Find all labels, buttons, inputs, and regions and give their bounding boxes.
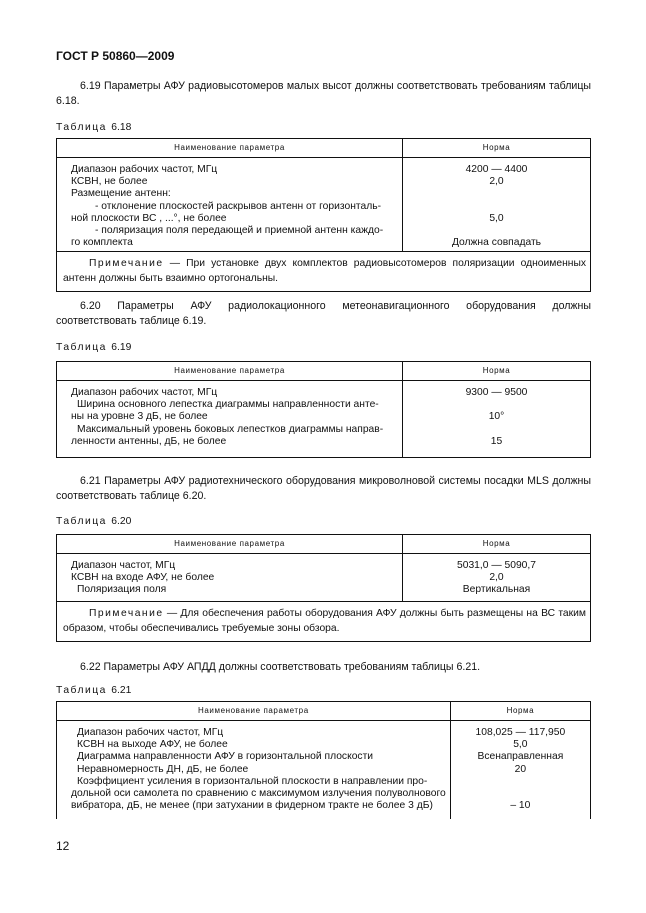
col-header-norm: Норма [403,362,591,381]
row-label: ленности антенны, дБ, не более [71,435,227,447]
row-label: Диапазон частот, МГц [71,560,176,571]
col-header-norm: Норма [403,139,591,158]
paragraph-6-21: 6.21 Параметры АФУ радиотехнического оборудования микроволновой системы посадки MLS должны соответствовать таблице 6.20. [56,475,591,502]
row-value: 5,0 [513,739,528,751]
row-label: ной плоскости ВС , ...°, не более [71,212,227,224]
row-label: - отклонение плоскостей раскрывов антенн от горизонталь- [95,200,382,212]
row-label: ны на уровне 3 дБ, не более [71,411,208,423]
row-label: Коэффициент усиления в горизонтальной плоскости в направлении про- [77,775,428,787]
row-value: – 10 [510,800,531,812]
row-label: Размещение антенн: [71,188,171,200]
col-header-param: Наименование параметра [57,535,403,554]
table-6-18 [56,138,591,292]
paragraph-6-19: 6.19 Параметры АФУ радиовысотомеров малых высот должны соответствовать требованиям таблицы 6.18. [56,80,591,107]
row-label: Ширина основного лепестка диаграммы направленности анте- [77,399,379,411]
row-label: го комплекта [71,237,133,249]
row-label: дольной оси самолета по сравнению с максимумом излучения полуволнового [71,788,446,800]
col-header-norm: Норма [403,535,591,554]
row-label: Диапазон рабочих частот, МГц [71,387,218,398]
table-6-20 [56,534,591,642]
row-label: Поляризация поля [77,584,167,596]
table-caption-6-19: Таблица 6.19 [56,342,132,353]
row-label: Диаграмма направленности АФУ в горизонтальной плоскости [77,751,374,763]
page-number: 12 [56,839,70,853]
row-label: Неравномерность ДН, дБ, не более [77,763,249,775]
row-label: вибратора, дБ, не менее (при затухании в фидерном тракте не более 3 дБ) [71,800,433,812]
col-header-param: Наименование параметра [57,139,403,158]
paragraph-6-20: 6.20 Параметры АФУ радиолокационного метеонавигационного оборудования должны соответствовать таблице 6.19. [56,300,591,327]
row-value: 4200 — 4400 [465,164,528,175]
col-header-norm: Норма [450,702,590,721]
row-label: КСВН на входе АФУ, не более [71,572,215,584]
row-value: Вертикальная [462,584,531,596]
table-note: Примечание — Для обеспечения работы оборудования АФУ должны быть размещены на ВС таким образом, чтобы обеспечивались требуемые зоны обзора. [57,601,591,641]
row-value: 5031,0 — 5090,7 [456,560,536,571]
table-note: Примечание — При установке двух комплектов радиовысотомеров поляризации одноименных антенн должны быть взаимно ортогональны. [57,252,591,292]
row-value: 5,0 [489,212,504,224]
row-label: Максимальный уровень боковых лепестков диаграммы направ- [77,423,384,435]
row-label: КСВН на выходе АФУ, не более [77,739,228,751]
row-value: 9300 — 9500 [465,387,528,398]
col-header-param: Наименование параметра [57,362,403,381]
row-value: 10° [488,411,505,423]
row-label: Диапазон рабочих частот, МГц [71,164,218,175]
table-caption-6-20: Таблица 6.20 [56,516,132,527]
document-header: ГОСТ Р 50860—2009 [56,49,175,63]
row-value: 108,025 — 117,950 [475,727,566,738]
row-label: КСВН, не более [71,176,148,188]
table-6-21 [56,701,591,819]
paragraph-6-22: 6.22 Параметры АФУ АПДД должны соответствовать требованиям таблицы 6.21. [80,661,481,673]
row-value: 2,0 [489,176,504,188]
row-label: Диапазон рабочих частот, МГц [77,727,224,738]
row-value: 20 [514,763,527,775]
table-caption-6-18: Таблица 6.18 [56,122,132,133]
table-6-19 [56,361,591,458]
row-label: - поляризация поля передающей и приемной антенн каждо- [95,225,384,237]
table-caption-6-21: Таблица 6.21 [56,685,132,696]
row-value: 2,0 [489,572,504,584]
row-value: Всенаправленная [477,751,564,763]
col-header-param: Наименование параметра [57,702,451,721]
row-value: Должна совпадать [451,237,542,249]
row-value: 15 [490,435,503,447]
